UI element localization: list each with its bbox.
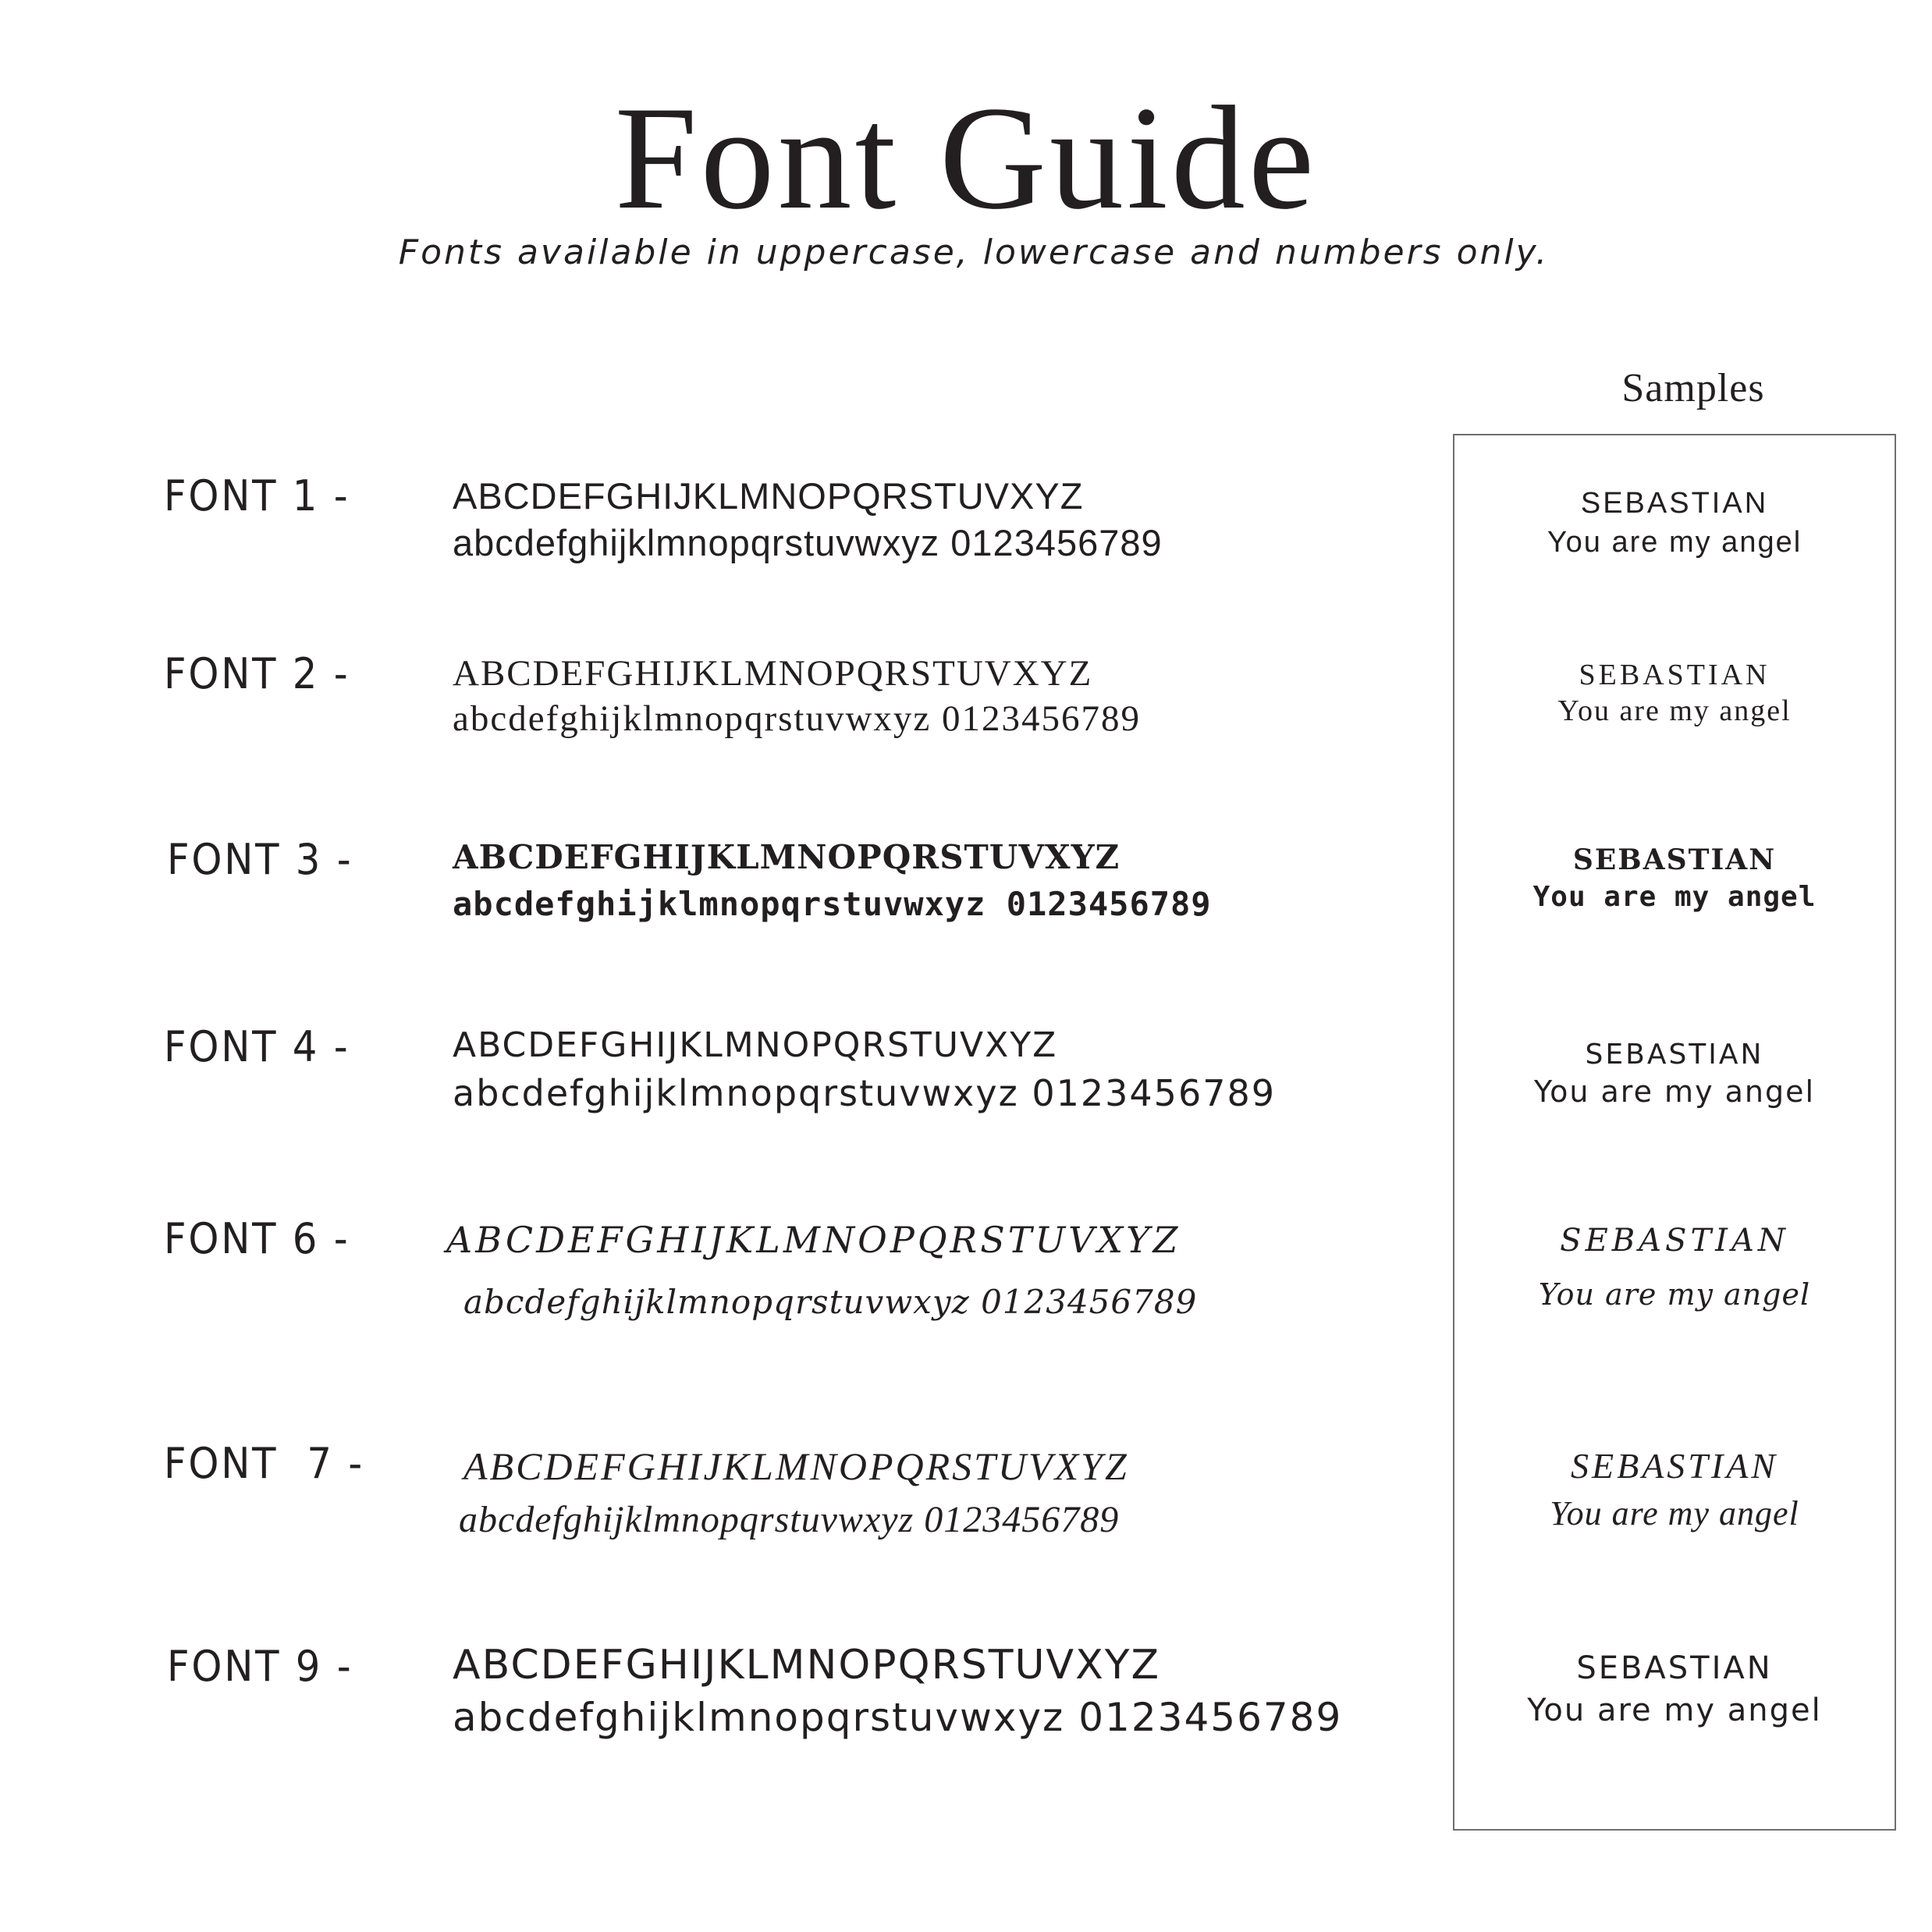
- sample-name: SEBASTIAN: [1585, 1039, 1764, 1071]
- font-label: FONT 6 -: [164, 1214, 350, 1263]
- sample-name: SEBASTIAN: [1571, 1446, 1778, 1486]
- lowercase-alphabet: abcdefghijklmnopqrstuvwxyz 0123456789: [453, 1695, 1343, 1740]
- font-label: FONT 2 -: [164, 649, 350, 698]
- sample-name: SEBASTIAN: [1560, 1223, 1789, 1259]
- page-title: Font Guide: [614, 76, 1318, 240]
- lowercase-alphabet: abcdefghijklmnopqrstuvwxyz 0123456789: [453, 522, 1163, 563]
- sample-name: SEBASTIAN: [1580, 487, 1769, 520]
- page-subtitle: Fonts available in uppercase, lowercase and numbers only.: [398, 233, 1550, 272]
- uppercase-alphabet: ABCDEFGHIJKLMNOPQRSTUVXYZ: [453, 838, 1120, 876]
- sample-phrase: You are my angel: [1550, 1494, 1799, 1532]
- font-label: FONT 1 -: [164, 471, 350, 520]
- sample-phrase: You are my angel: [1547, 526, 1802, 559]
- sample-phrase: You are my angel: [1532, 881, 1817, 913]
- font-label: FONT 9 -: [167, 1642, 353, 1691]
- uppercase-alphabet: ABCDEFGHIJKLMNOPQRSTUVXYZ: [453, 1642, 1161, 1689]
- sample-phrase: You are my angel: [1557, 694, 1792, 727]
- uppercase-alphabet: ABCDEFGHIJKLMNOPQRSTUVXYZ: [453, 475, 1084, 517]
- font-label: FONT 4 -: [164, 1022, 350, 1071]
- lowercase-alphabet: abcdefghijklmnopqrstuvwxyz 0123456789: [453, 1072, 1277, 1114]
- lowercase-alphabet: abcdefghijklmnopqrstuvwxyz 0123456789: [463, 1283, 1198, 1321]
- sample-name: SEBASTIAN: [1579, 659, 1770, 691]
- sample-name: SEBASTIAN: [1576, 1650, 1773, 1686]
- sample-phrase: You are my angel: [1538, 1277, 1811, 1312]
- font-label: FONT 3 -: [167, 835, 353, 884]
- sample-phrase: You are my angel: [1533, 1074, 1816, 1109]
- font-label: FONT 7 -: [164, 1439, 364, 1488]
- sample-name: SEBASTIAN: [1572, 843, 1777, 876]
- uppercase-alphabet: ABCDEFGHIJKLMNOPQRSTUVXYZ: [453, 1025, 1058, 1065]
- lowercase-alphabet: abcdefghijklmnopqrstuvwxyz 0123456789: [459, 1499, 1120, 1540]
- lowercase-alphabet: abcdefghijklmnopqrstuvwxyz 0123456789: [453, 885, 1212, 923]
- uppercase-alphabet: ABCDEFGHIJKLMNOPQRSTUVXYZ: [453, 653, 1093, 694]
- sample-phrase: You are my angel: [1527, 1692, 1822, 1728]
- uppercase-alphabet: ABCDEFGHIJKLMNOPQRSTUVXYZ: [446, 1219, 1181, 1261]
- uppercase-alphabet: ABCDEFGHIJKLMNOPQRSTUVXYZ: [463, 1444, 1129, 1488]
- samples-heading: Samples: [1621, 366, 1765, 410]
- lowercase-alphabet: abcdefghijklmnopqrstuvwxyz 0123456789: [453, 698, 1142, 739]
- samples-panel: [1453, 434, 1896, 1831]
